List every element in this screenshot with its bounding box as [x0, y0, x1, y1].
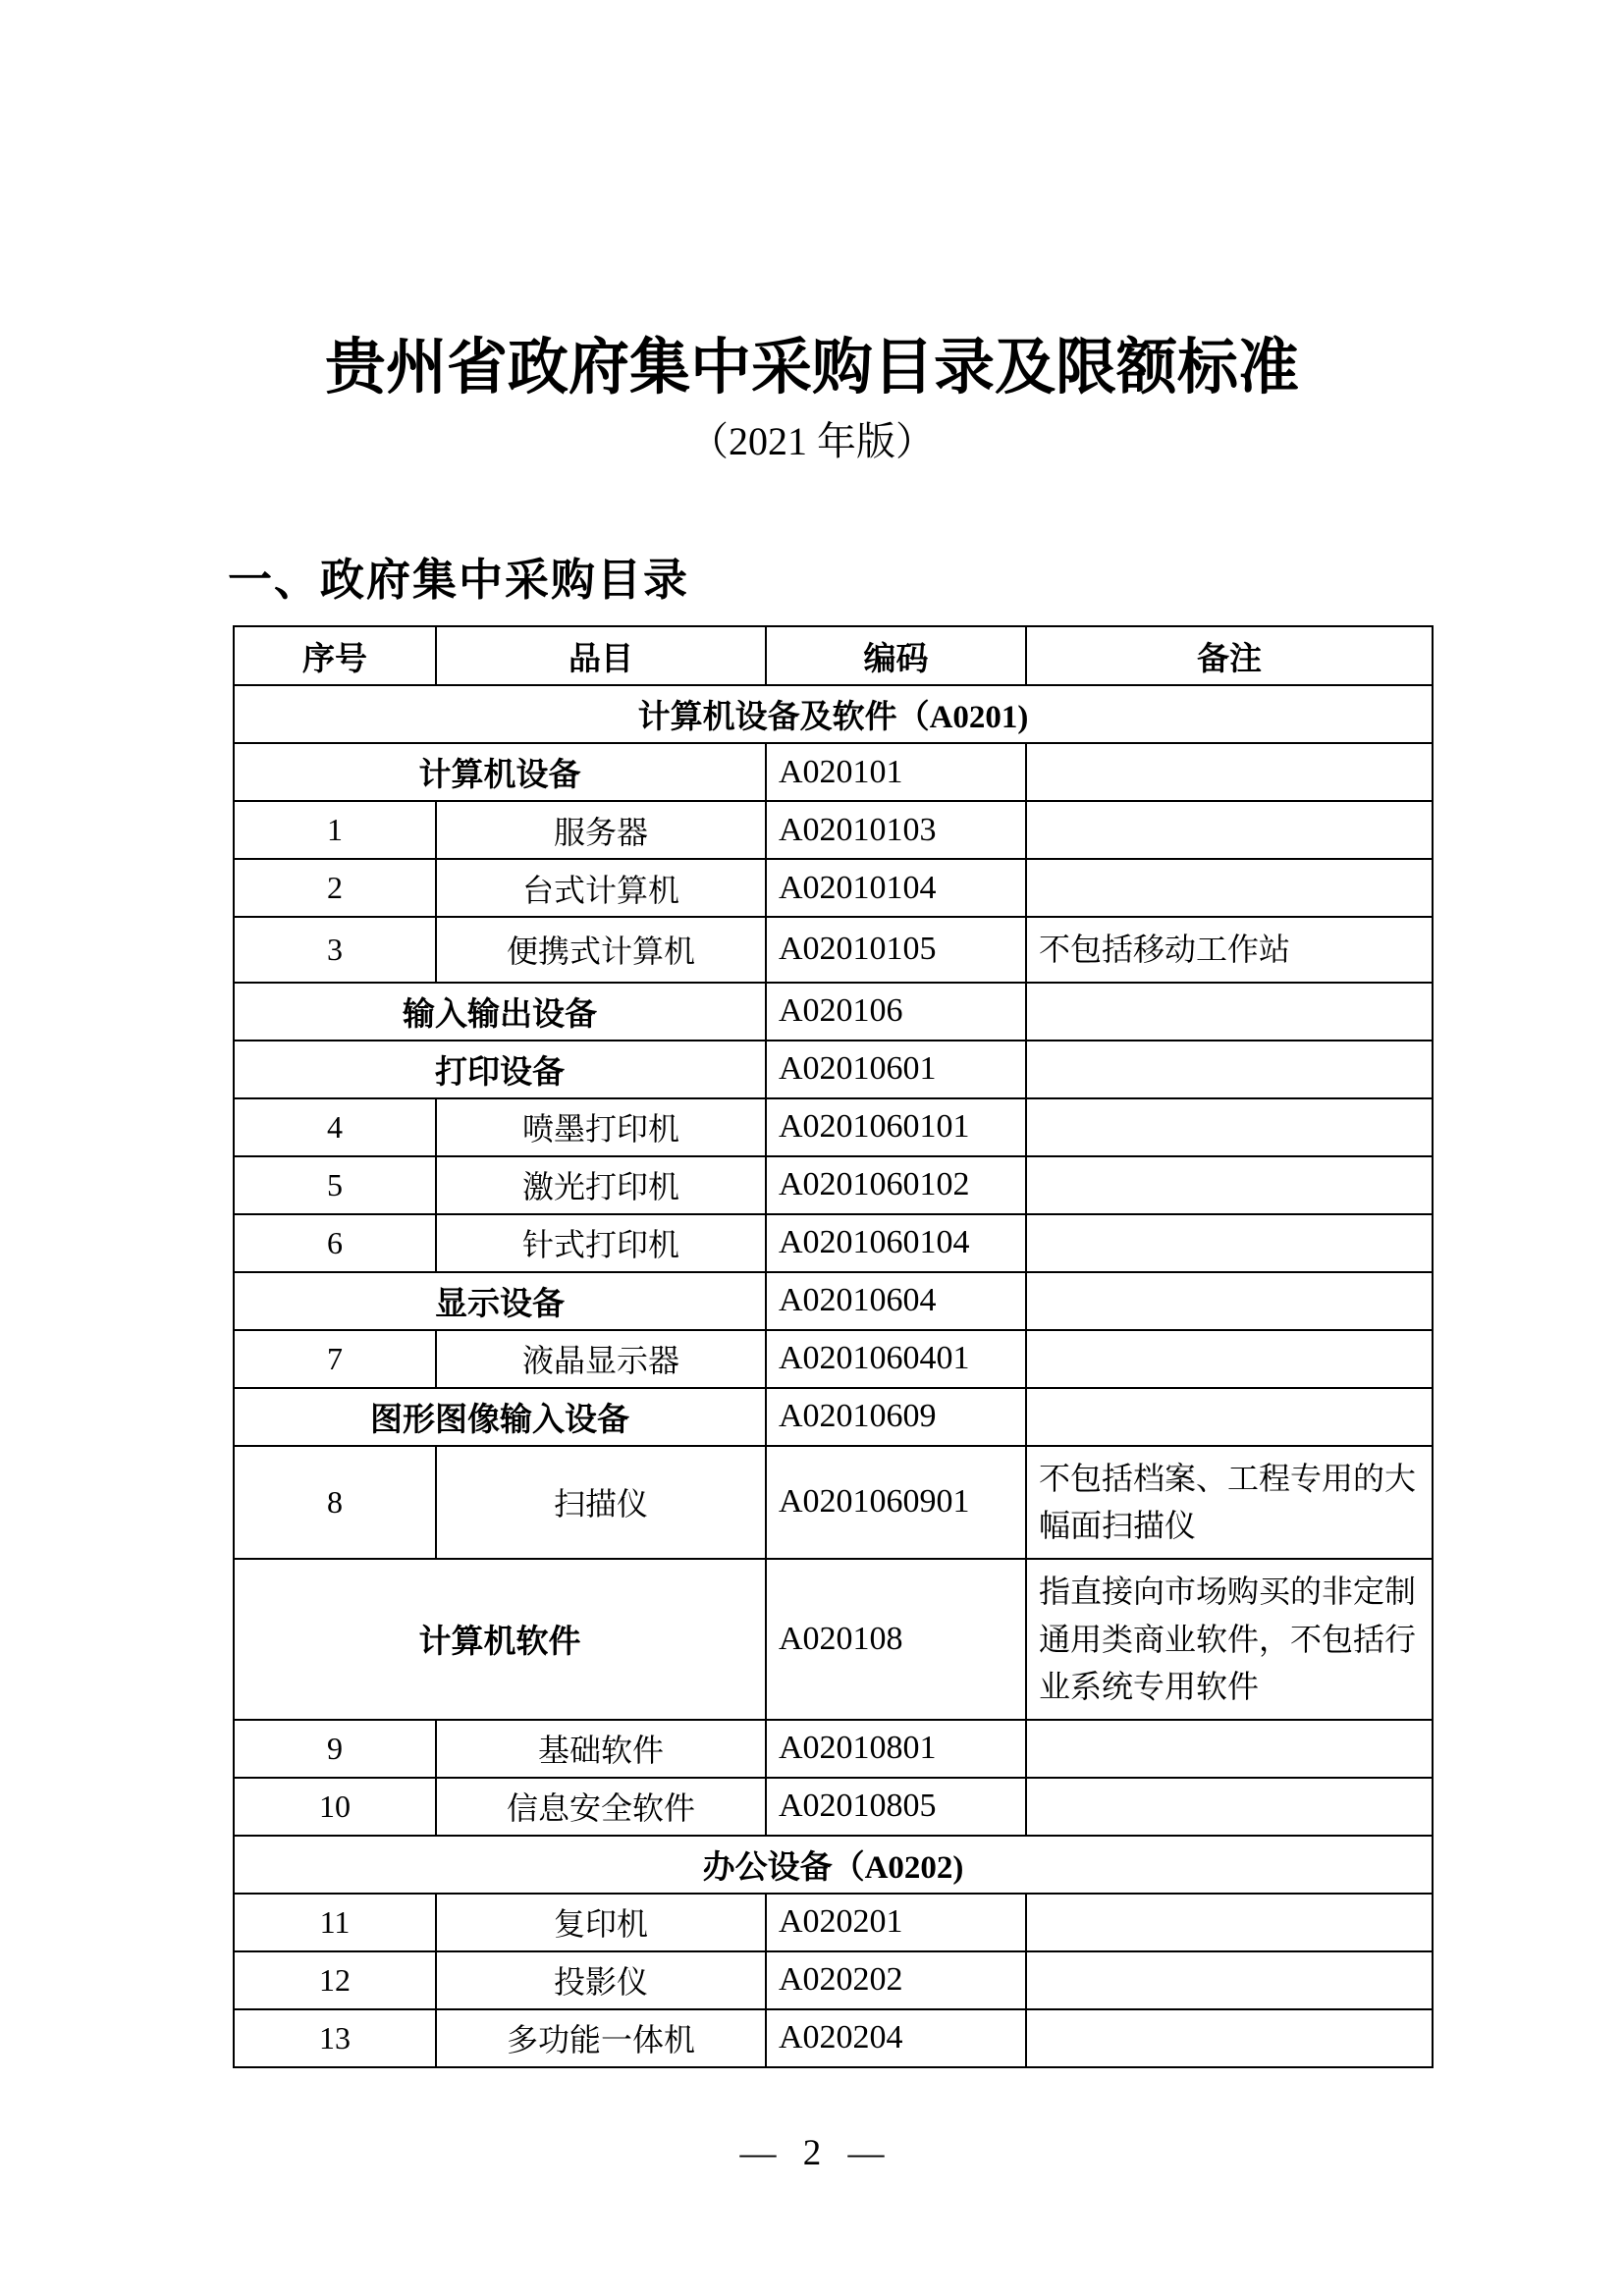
- header-cell-item: 品目: [436, 626, 766, 685]
- table-row: [234, 917, 1433, 983]
- no-cell: 12: [234, 1951, 436, 2009]
- table-row-category: [234, 1836, 1433, 1894]
- code-cell: A02010105: [766, 917, 1026, 983]
- remark-cell: 不包括移动工作站: [1026, 917, 1433, 983]
- header-cell-remark: 备注: [1026, 626, 1433, 685]
- code-cell: A02010104: [766, 859, 1026, 917]
- item-cell: 基础软件: [436, 1720, 766, 1778]
- table-row: [234, 1951, 1433, 2009]
- code-cell: A020202: [766, 1951, 1026, 2009]
- item-cell: 台式计算机: [436, 859, 766, 917]
- item-cell: 服务器: [436, 801, 766, 859]
- code-cell: A020201: [766, 1894, 1026, 1951]
- code-cell: A020101: [766, 743, 1026, 801]
- table-row: [234, 1446, 1433, 1559]
- table-row-subcategory: [234, 1559, 1433, 1720]
- item-cell: 扫描仪: [436, 1446, 766, 1559]
- table-row: [234, 1330, 1433, 1388]
- procurement-catalog-table: [233, 625, 1434, 2068]
- subcategory-label: 输入输出设备: [234, 983, 766, 1041]
- table-row-subcategory: [234, 1041, 1433, 1098]
- remark-cell: [1026, 1041, 1433, 1098]
- no-cell: 5: [234, 1156, 436, 1214]
- page-number: — 2 —: [739, 2133, 885, 2173]
- remark-cell: [1026, 1272, 1433, 1330]
- subcategory-label: 计算机设备: [234, 743, 766, 801]
- header-cell-no: 序号: [234, 626, 436, 685]
- table-row: [234, 859, 1433, 917]
- no-cell: 11: [234, 1894, 436, 1951]
- remark-cell: [1026, 2009, 1433, 2067]
- code-cell: A02010103: [766, 801, 1026, 859]
- item-cell: 投影仪: [436, 1951, 766, 2009]
- code-cell: A02010805: [766, 1778, 1026, 1836]
- remark-cell: [1026, 859, 1433, 917]
- remark-cell: [1026, 1388, 1433, 1446]
- code-cell: A02010801: [766, 1720, 1026, 1778]
- no-cell: 4: [234, 1098, 436, 1156]
- table-row: [234, 1778, 1433, 1836]
- item-cell: 复印机: [436, 1894, 766, 1951]
- item-cell: 针式打印机: [436, 1214, 766, 1272]
- remark-cell: [1026, 1720, 1433, 1778]
- page-title: 贵州省政府集中采购目录及限额标准: [324, 335, 1299, 401]
- no-cell: 2: [234, 859, 436, 917]
- code-cell: A0201060104: [766, 1214, 1026, 1272]
- table-row: [234, 1720, 1433, 1778]
- no-cell: 8: [234, 1446, 436, 1559]
- code-cell: A0201060401: [766, 1330, 1026, 1388]
- no-cell: 3: [234, 917, 436, 983]
- remark-cell: [1026, 801, 1433, 859]
- no-cell: 13: [234, 2009, 436, 2067]
- code-cell: A02010609: [766, 1388, 1026, 1446]
- table-row: [234, 2009, 1433, 2067]
- code-cell: A02010601: [766, 1041, 1026, 1098]
- category-label: 办公设备（A0202): [234, 1836, 1433, 1894]
- table-row: [234, 1214, 1433, 1272]
- no-cell: 10: [234, 1778, 436, 1836]
- header-cell-code: 编码: [766, 626, 1026, 685]
- remark-cell: [1026, 1330, 1433, 1388]
- code-cell: A0201060102: [766, 1156, 1026, 1214]
- subcategory-label: 计算机软件: [234, 1559, 766, 1720]
- item-cell: 便携式计算机: [436, 917, 766, 983]
- item-cell: 液晶显示器: [436, 1330, 766, 1388]
- remark-cell: 指直接向市场购买的非定制通用类商业软件，不包括行业系统专用软件: [1026, 1559, 1433, 1720]
- category-label: 计算机设备及软件（A0201): [234, 685, 1433, 743]
- remark-cell: [1026, 1156, 1433, 1214]
- remark-cell: [1026, 983, 1433, 1041]
- item-cell: 多功能一体机: [436, 2009, 766, 2067]
- table-row-subcategory: [234, 743, 1433, 801]
- table-row-category: [234, 685, 1433, 743]
- section-heading: 一、政府集中采购目录: [228, 555, 690, 605]
- table-row: [234, 1156, 1433, 1214]
- code-cell: A020108: [766, 1559, 1026, 1720]
- remark-cell: [1026, 1778, 1433, 1836]
- remark-cell: [1026, 1098, 1433, 1156]
- table-row-subcategory: [234, 1272, 1433, 1330]
- no-cell: 9: [234, 1720, 436, 1778]
- code-cell: A0201060101: [766, 1098, 1026, 1156]
- code-cell: A0201060901: [766, 1446, 1026, 1559]
- table-header-row: [234, 626, 1433, 685]
- item-cell: 喷墨打印机: [436, 1098, 766, 1156]
- item-cell: 激光打印机: [436, 1156, 766, 1214]
- code-cell: A020204: [766, 2009, 1026, 2067]
- table-row: [234, 1098, 1433, 1156]
- remark-cell: [1026, 1214, 1433, 1272]
- code-cell: A020106: [766, 983, 1026, 1041]
- remark-cell: [1026, 1951, 1433, 2009]
- remark-cell: [1026, 743, 1433, 801]
- table-row-subcategory: [234, 983, 1433, 1041]
- subcategory-label: 图形图像输入设备: [234, 1388, 766, 1446]
- table-row: [234, 1894, 1433, 1951]
- no-cell: 6: [234, 1214, 436, 1272]
- no-cell: 1: [234, 801, 436, 859]
- remark-cell: [1026, 1894, 1433, 1951]
- code-cell: A02010604: [766, 1272, 1026, 1330]
- table-row-subcategory: [234, 1388, 1433, 1446]
- item-cell: 信息安全软件: [436, 1778, 766, 1836]
- table-row: [234, 801, 1433, 859]
- remark-cell: 不包括档案、工程专用的大幅面扫描仪: [1026, 1446, 1433, 1559]
- no-cell: 7: [234, 1330, 436, 1388]
- page-subtitle: （2021 年版）: [689, 419, 935, 463]
- subcategory-label: 显示设备: [234, 1272, 766, 1330]
- subcategory-label: 打印设备: [234, 1041, 766, 1098]
